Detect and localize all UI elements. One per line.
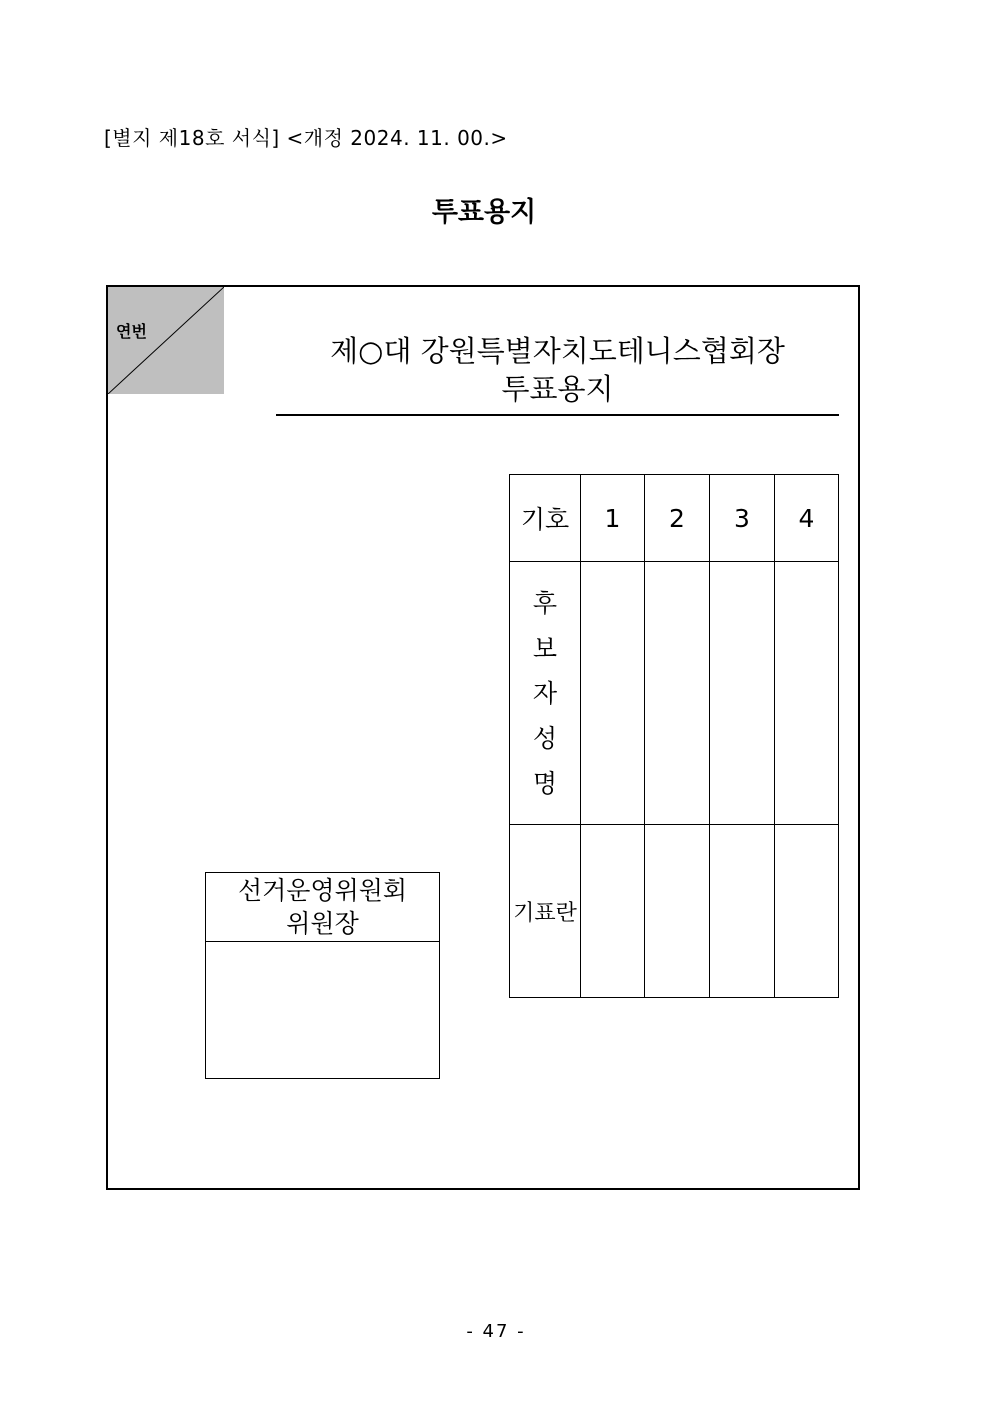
candidate-number: 2 xyxy=(645,475,710,562)
chair-seal-box xyxy=(205,872,440,1079)
name-label-char: 명 xyxy=(532,768,558,798)
mark-label: 기표란 xyxy=(510,825,581,998)
name-label-char: 성 xyxy=(532,723,558,753)
document-title: 투표용지 xyxy=(431,197,537,228)
candidate-name-cell xyxy=(775,562,839,825)
serial-number-box xyxy=(108,287,224,394)
candidate-name-cell xyxy=(645,562,710,825)
candidate-name-cell xyxy=(710,562,775,825)
ballot-title-line1: 제○대 강원특별자치도테니스협회장 xyxy=(330,334,785,368)
candidate-number: 1 xyxy=(581,475,645,562)
chair-title xyxy=(206,873,439,942)
candidate-number: 4 xyxy=(775,475,839,562)
symbol-row xyxy=(510,475,839,562)
ballot-title-line2: 투표용지 xyxy=(501,372,614,406)
chair-title-line2: 위원장 xyxy=(286,909,359,938)
candidate-name-cell xyxy=(581,562,645,825)
ballot-title xyxy=(276,332,839,408)
candidate-number: 3 xyxy=(710,475,775,562)
mark-cell[interactable] xyxy=(710,825,775,998)
mark-cell[interactable] xyxy=(645,825,710,998)
candidate-name-row xyxy=(510,562,839,825)
serial-number-label: 연번 xyxy=(116,322,147,341)
name-label-char: 후 xyxy=(532,588,558,618)
mark-cell[interactable] xyxy=(581,825,645,998)
ballot-form xyxy=(106,285,860,1190)
chair-title-line1: 선거운영위원회 xyxy=(237,876,408,905)
title-underline xyxy=(276,414,839,416)
mark-row xyxy=(510,825,839,998)
candidate-name-label xyxy=(510,562,581,825)
page-number: - 47 - xyxy=(466,1321,526,1342)
name-label-char: 자 xyxy=(532,678,558,708)
name-label-char: 보 xyxy=(532,633,558,663)
form-reference: [별지 제18호 서식] <개정 2024. 11. 00.> xyxy=(104,126,508,150)
mark-cell[interactable] xyxy=(775,825,839,998)
symbol-label: 기호 xyxy=(510,475,581,562)
candidate-table xyxy=(509,474,839,998)
